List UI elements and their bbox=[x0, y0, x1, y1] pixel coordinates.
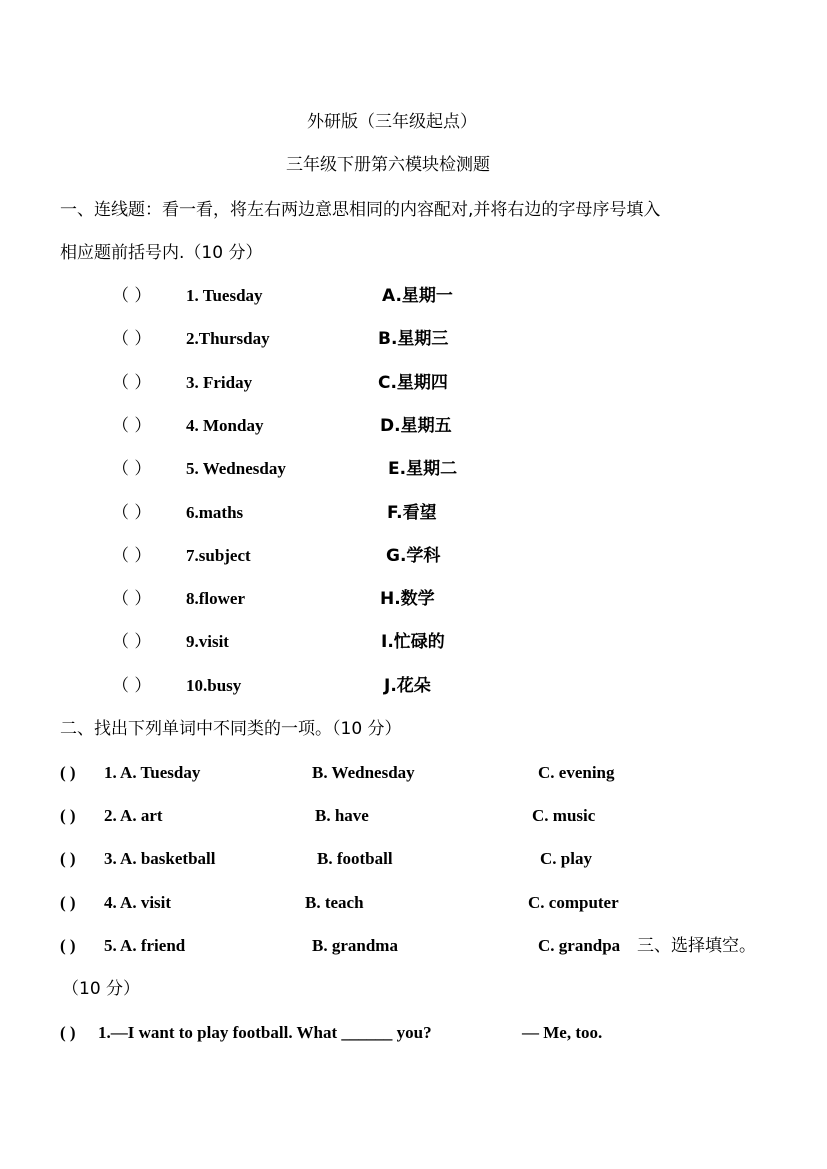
question-answer: — Me, too. bbox=[522, 1023, 603, 1042]
page-subtitle: 三年级下册第六模块检测题 bbox=[286, 155, 490, 175]
option-b: B. Wednesday bbox=[312, 763, 415, 782]
answer-blank[interactable]: （ ） bbox=[112, 546, 152, 566]
item-word: 9.visit bbox=[186, 632, 229, 651]
item-word: 10.busy bbox=[186, 676, 242, 695]
section1-instruction: 一、连线题：看一看，将左右两边意思相同的内容配对,并将右边的字母序号填入 bbox=[60, 200, 661, 220]
option-c: C. grandpa bbox=[538, 936, 621, 955]
page-title: 外研版（三年级起点） bbox=[307, 112, 477, 132]
question-text: 1.—I want to play football. What ______ you? bbox=[98, 1023, 432, 1042]
answer-blank[interactable]: （ ） bbox=[112, 676, 152, 696]
option-c: C. music bbox=[532, 806, 596, 825]
answer-blank[interactable]: ( ) bbox=[60, 849, 76, 868]
option-a: 4. A. visit bbox=[104, 893, 172, 912]
item-meaning: G.学科 bbox=[386, 546, 441, 566]
section2-instruction: 二、找出下列单词中不同类的一项。（10 分） bbox=[60, 719, 402, 739]
item-meaning: I.忙碌的 bbox=[381, 632, 445, 652]
option-b: B. grandma bbox=[312, 936, 398, 955]
item-meaning: J.花朵 bbox=[384, 676, 431, 696]
answer-blank[interactable]: ( ) bbox=[60, 763, 76, 782]
answer-blank[interactable]: （ ） bbox=[112, 329, 152, 349]
option-b: B. football bbox=[317, 849, 393, 868]
answer-blank[interactable]: ( ) bbox=[60, 893, 76, 912]
answer-blank[interactable]: （ ） bbox=[112, 503, 152, 523]
item-meaning: E.星期二 bbox=[388, 459, 458, 479]
option-a: 2. A. art bbox=[104, 806, 163, 825]
option-a: 5. A. friend bbox=[104, 936, 186, 955]
item-word: 1. Tuesday bbox=[186, 286, 263, 305]
option-c: C. play bbox=[540, 849, 592, 868]
answer-blank[interactable]: ( ) bbox=[60, 936, 76, 955]
item-meaning: B.星期三 bbox=[378, 329, 449, 349]
item-word: 5. Wednesday bbox=[186, 459, 286, 478]
section3-instruction: 三、选择填空。 bbox=[637, 936, 756, 956]
option-b: B. teach bbox=[305, 893, 364, 912]
item-word: 6.maths bbox=[186, 503, 244, 522]
section3-instruction-cont: （10 分） bbox=[62, 979, 141, 999]
answer-blank[interactable]: （ ） bbox=[112, 632, 152, 652]
answer-blank[interactable]: ( ) bbox=[60, 1023, 76, 1042]
item-meaning: D.星期五 bbox=[380, 416, 452, 436]
item-word: 8.flower bbox=[186, 589, 246, 608]
item-word: 7.subject bbox=[186, 546, 251, 565]
item-meaning: F.看望 bbox=[387, 503, 437, 523]
option-a: 3. A. basketball bbox=[104, 849, 216, 868]
answer-blank[interactable]: （ ） bbox=[112, 459, 152, 479]
option-c: C. evening bbox=[538, 763, 615, 782]
item-meaning: C.星期四 bbox=[378, 373, 448, 393]
answer-blank[interactable]: （ ） bbox=[112, 286, 152, 306]
item-meaning: A.星期一 bbox=[382, 286, 453, 306]
item-word: 3. Friday bbox=[186, 373, 253, 392]
section1-instruction-cont: 相应题前括号内.（10 分） bbox=[60, 243, 263, 263]
answer-blank[interactable]: （ ） bbox=[112, 589, 152, 609]
item-meaning: H.数学 bbox=[380, 589, 435, 609]
answer-blank[interactable]: ( ) bbox=[60, 806, 76, 825]
option-c: C. computer bbox=[528, 893, 619, 912]
answer-blank[interactable]: （ ） bbox=[112, 373, 152, 393]
option-a: 1. A. Tuesday bbox=[104, 763, 201, 782]
option-b: B. have bbox=[315, 806, 369, 825]
item-word: 4. Monday bbox=[186, 416, 264, 435]
answer-blank[interactable]: （ ） bbox=[112, 416, 152, 436]
item-word: 2.Thursday bbox=[186, 329, 270, 348]
